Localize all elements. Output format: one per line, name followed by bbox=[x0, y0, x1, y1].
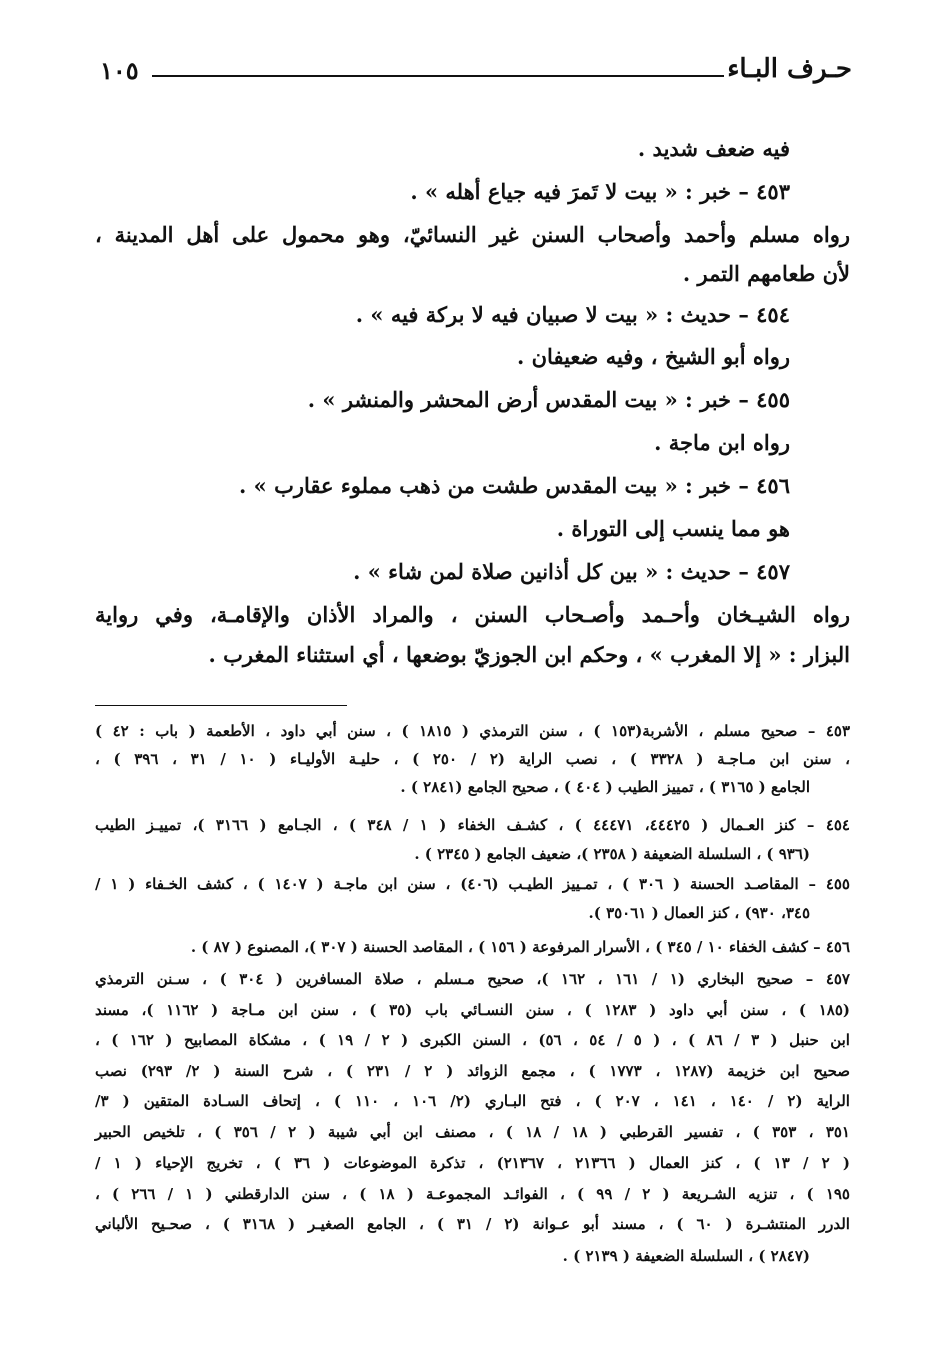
footnote-line: ١٩٥ ) ، تنزيه الشـريعة ( ٢ / ٩٩ ) ، الفوائـد المجموعـة ( ١٨ ) ، سنن الدارقطني ( ١ / ٢٦٦ ) ، bbox=[95, 1185, 850, 1203]
footnote-line: (١٨٥ ) ، سنن أبي داود ( ١٢٨٣ ) ، سنن النسـائي باب (٣٥ ) ، سنن ابن مـاجة ( ١١٦٢ )، مسند bbox=[95, 1001, 850, 1019]
footnote-line: الدرر المنتشـرة ( ٦٠ ) ، مسند أبو عـوانة (٢ / ٣١ ) ، الجامع الصغيـر ( ٣١٦٨ ) ، صحـيح الألباني bbox=[95, 1215, 850, 1233]
body-line: رواه مسلم وأحمد وأصحاب السنن غير النسائيّ، وهو محمول على أهل المدينة ، bbox=[95, 222, 850, 247]
body-line: البزار : « إلا المغرب » ، وحكم ابن الجوزيّ بوضعها ، أي استثناء المغرب . bbox=[208, 642, 850, 667]
footnote-line: ٤٥٥ – المقاصـد الحسنة ( ٣٠٦ ) ، تمـييز الطيـب (٤٠٦) ، سنن ابن ماجـة ( ١٤٠٧ ) ، كشف الخـفاء ( ١ / bbox=[95, 875, 850, 893]
footnote-line: الجامع ( ٣١٦٥ ) ، تمييز الطيب ( ٤٠٤ ) ، صحيح الجامع (٢٨٤١ ) . bbox=[400, 778, 810, 796]
chapter-title: حـرف البـاء bbox=[727, 54, 852, 84]
footnote-line: ٤٥٤ – كنز العـمال ( ٤٤٤٢٥، ٤٤٤٧١ ) ، كشـف الخفاء ( ١ / ٣٤٨ ) ، الجـامع ( ٣١٦٦ )، تمييـز الطيب bbox=[95, 816, 850, 834]
page-header bbox=[100, 54, 852, 94]
hadith-455-heading: ٤٥٥ – خبر : « بيت المقدس أرض المحشر والمنشر » . bbox=[307, 387, 790, 412]
footnote-line: الراية (٢ / ١٤٠ ، ١٤١ ، ٢٠٧ ) ، فتح البـاري (٢/ ١٠٦ ، ١١٠ ) ، إتحاف السـادة المتقين ( ٣/ bbox=[95, 1092, 850, 1110]
hadith-453-heading: ٤٥٣ – خبر : « بيت لا تَمرَ فيه جياع أهله » . bbox=[410, 179, 790, 204]
footnote-line: ٤٥٦ – كشف الخفاء ١٠ / ٣٤٥ ) ، الأسرار المرفوعة ( ١٥٦ ) ، المقاصد الحسنة ( ٣٠٧ )، المصنوع ( ٨٧ ) . bbox=[190, 938, 850, 956]
body-line: رواه الشيـخان وأحـمد وأصـحاب السنن ، والمراد الأذان والإقامـة، وفي رواية bbox=[95, 602, 850, 627]
footnote-line: ( ٢ / ١٣ ) ، كنز العمال ( ٢١٣٦٦ ، ٢١٣٦٧) ، تذكرة الموضوعات ( ٣٦ ) ، تخريج الإحياء ( ١ / bbox=[95, 1154, 850, 1172]
footnote-line: ٣٤٥، ٩٣٠) ، كنز العمال ( ٣٥٠٦١ ). bbox=[588, 904, 810, 922]
footnote-line: ٤٥٣ – صحيح مسلم ، الأشربة(١٥٣ ) ، سنن الترمذي ( ١٨١٥ ) ، سنن أبي داود ، الأطعمة ( باب : ٤٢ ) bbox=[95, 722, 851, 740]
page-number: ١٠٥ bbox=[100, 56, 139, 85]
footnote-line: ، سنن ابن مـاجـة ( ٣٣٢٨ ) ، نصب الراية (٢ / ٢٥٠ ) ، حليـة الأوليـاء ( ١٠ / ٣١ ، ٣٩٦ ) ، bbox=[95, 750, 850, 768]
body-line: رواه ابن ماجة . bbox=[654, 430, 790, 455]
footnote-line: ٣٥١ ، ٣٥٣ ) ، تفسير القرطبي ( ١٨ / ١٨ ) ، مصنف ابن أبي شيبة ( ٢ / ٣٥٦ ) ، تلخيص الحبير bbox=[95, 1123, 850, 1141]
body-line: رواه أبو الشيخ ، وفيه ضعيفان . bbox=[517, 344, 790, 369]
body-line: فيه ضعف شديد . bbox=[637, 136, 790, 161]
footnote-line: ٤٥٧ – صحيح البخاري (١ / ١٦١ ، ١٦٢ )، صحيح مـسلم ، صلاة المسافرين ( ٣٠٤ ) ، سـنن الترمذي bbox=[95, 970, 850, 988]
body-line: لأن طعامهم التمر . bbox=[682, 261, 850, 286]
footnote-line: (٢٨٤٧ ) ، السلسلة الضعيفة ( ٢١٣٩ ) . bbox=[562, 1247, 810, 1265]
body-line: هو مما ينسب إلى التوراة . bbox=[556, 516, 790, 541]
hadith-456-heading: ٤٥٦ – خبر : « بيت المقدس طشت من ذهب مملوء عقارب » . bbox=[239, 473, 790, 498]
header-rule bbox=[152, 75, 724, 77]
footnote-line: ابن حنبل ( ٣ / ٨٦ ) ، ( ٥ / ٥٤ ، ٥٦) ، السنن الكبرى ( ٢ / ١٩ ) ، مشكاة المصابيح ( ١٦٢ ) ، bbox=[95, 1031, 850, 1049]
footnote-separator bbox=[95, 705, 347, 706]
hadith-457-heading: ٤٥٧ – حديث : « بين كل أذانين صلاة لمن شاء » . bbox=[353, 559, 790, 584]
footnote-line: صحيح ابن خزيمة (١٢٨٧ ، ١٧٧٣ ) ، مجمع الزوائد ( ٢ / ٢٣١ ) ، شرح السنة ( ٢/ ٢٩٣) نصب bbox=[95, 1062, 850, 1080]
footnote-line: (٩٣٦ ) ، السلسلة الضعيفة ( ٢٣٥٨ )، ضعيف الجامع ( ٢٣٤٥ ) . bbox=[414, 845, 810, 863]
hadith-454-heading: ٤٥٤ – حديث : « بيت لا صبيان فيه لا بركة فيه » . bbox=[355, 302, 790, 327]
